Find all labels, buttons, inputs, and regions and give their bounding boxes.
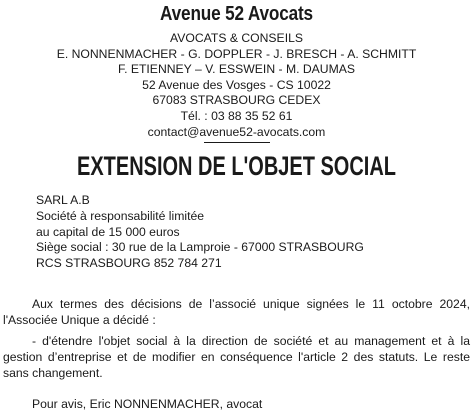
firm-partners-line-1: E. NONNENMACHER - G. DOPPLER - J. BRESCH - A. SCHMITT	[56, 46, 417, 61]
company-rcs: RCS STRASBOURG 852 784 271	[36, 256, 222, 271]
firm-details	[0, 31, 473, 140]
company-capital: au capital de 15 000 euros	[36, 224, 180, 239]
firm-phone: Tél. : 03 88 35 52 61	[180, 108, 293, 123]
signature: Pour avis, Eric NONNENMACHER, avocat	[32, 397, 263, 411]
amendment-text: - d'étendre l'objet social à la direction de société et au management et à la gestion d’entreprise et de modifier en conséquence l'article 2 des statuts. Le reste sans changement.	[3, 334, 470, 380]
notice-headline: EXTENSION DE L'OBJET SOCIAL	[77, 151, 396, 181]
firm-subtitle: AVOCATS & CONSEILS	[170, 31, 303, 45]
company-legal-form: Société à responsabilité limitée	[36, 208, 205, 223]
firm-email: contact@avenue52-avocats.com	[147, 124, 326, 139]
firm-name: Avenue 52 Avocats	[160, 3, 313, 25]
header-divider	[204, 142, 270, 143]
firm-partners-line-2: F. ETIENNEY – V. ESSWEIN - M. DAUMAS	[117, 62, 356, 77]
company-registered-office: Siège social : 30 rue de la Lamproie - 67000 STRASBOURG	[36, 240, 364, 255]
firm-address-city: 67083 STRASBOURG CEDEX	[152, 93, 321, 108]
firm-address-street: 52 Avenue des Vosges - CS 10022	[142, 77, 331, 92]
decision-text: Aux termes des décisions de l’associé unique signées le 11 octobre 2024, l'Associée Unique a décidé :	[3, 297, 470, 327]
amendment-paragraph	[3, 334, 470, 381]
company-details	[36, 193, 364, 272]
decision-paragraph	[3, 297, 470, 329]
company-name: SARL A.B	[36, 193, 90, 207]
